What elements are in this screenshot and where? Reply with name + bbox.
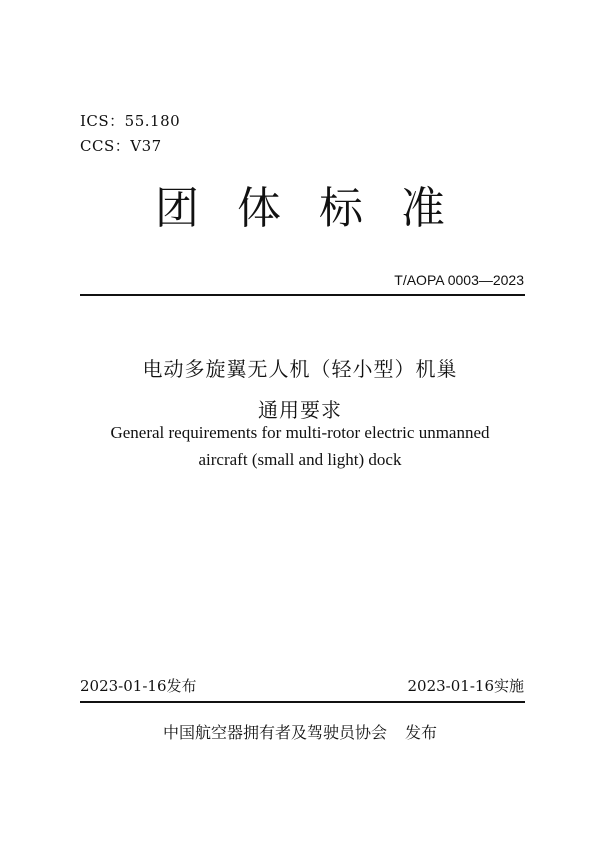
ics-code: ICS：55.180	[80, 112, 181, 130]
title-chinese-line2: 通用要求	[258, 398, 342, 422]
standard-type-heading: 团体标准	[155, 183, 483, 234]
publisher-line	[0, 720, 600, 743]
publish-action: 发布	[405, 723, 438, 742]
implementation-date: 2023-01-16实施	[407, 677, 524, 695]
standard-number: T/AOPA 0003—2023	[394, 272, 524, 288]
title-english-line2: aircraft (small and light) dock	[198, 450, 402, 469]
ccs-code: CCS：V37	[80, 137, 162, 155]
issue-date: 2023-01-16发布	[80, 677, 197, 695]
title-english-line1: General requirements for multi-rotor electric unmanned	[110, 423, 490, 442]
publisher-name: 中国航空器拥有者及驾驶员协会	[162, 723, 387, 742]
title-chinese-line1: 电动多旋翼无人机（轻小型）机巢	[142, 357, 458, 381]
bottom-divider	[80, 701, 525, 703]
top-divider	[80, 294, 525, 296]
